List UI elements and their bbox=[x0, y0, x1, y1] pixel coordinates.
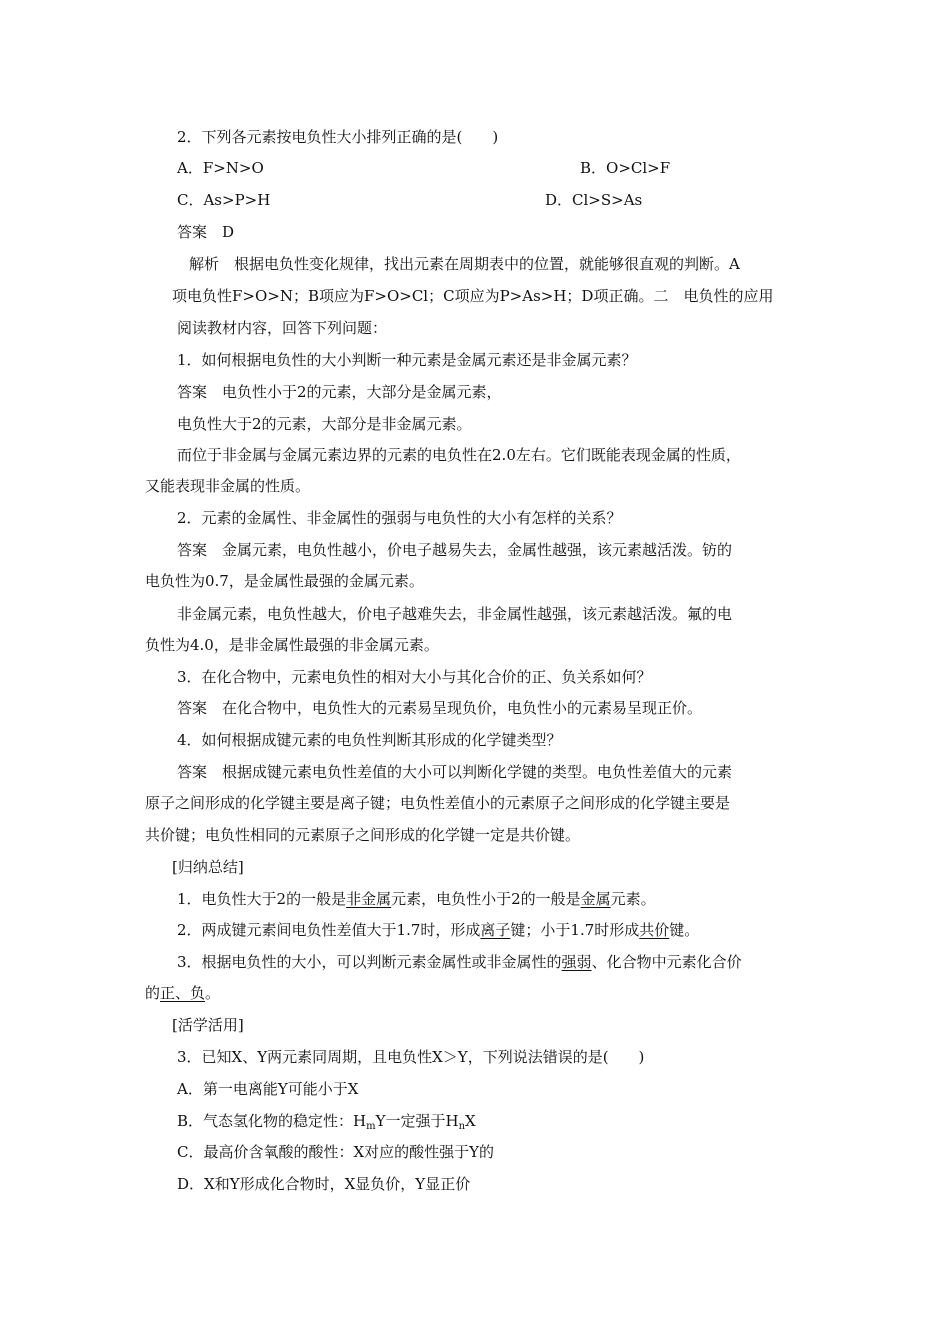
item-2-answer-line-3: 非金属元素，电负性越大，价电子越难失去，非金属性越强，该元素越活泼。氟的电 bbox=[177, 605, 733, 623]
summary-3-text-b: 、化合物中元素化合价 bbox=[591, 953, 742, 971]
summary-2-text-a: 2．两成键元素间电负性差值大于1.7时，形成 bbox=[177, 921, 481, 939]
summary-1-text-a: 1．电负性大于2的一般是 bbox=[177, 890, 347, 908]
item-1-answer-line-1: 答案 电负性小于2的元素，大部分是金属元素， bbox=[177, 383, 502, 401]
item-2-answer-line-2: 电负性为0.7，是金属性最强的金属元素。 bbox=[145, 572, 424, 590]
question-2-option-d: D．Cl>S>As bbox=[545, 191, 643, 209]
summary-2-text-b: 键；小于1.7时形成 bbox=[510, 921, 640, 939]
practice-option-b-mid: Y一定强于H bbox=[375, 1112, 459, 1130]
item-4-question: 4．如何根据成键元素的电负性判断其形成的化学键类型？ bbox=[177, 731, 562, 749]
summary-3-blank-strength: 强弱 bbox=[561, 953, 592, 971]
question-2-option-c: C．As>P>H bbox=[177, 191, 271, 209]
practice-heading: [活学活用] bbox=[172, 1016, 244, 1034]
summary-2-blank-ionic: 离子 bbox=[480, 921, 511, 939]
item-4-answer-line-1: 答案 根据成键元素电负性差值的大小可以判断化学键的类型。电负性差值大的元素 bbox=[177, 763, 733, 781]
summary-heading: [归纳总结] bbox=[172, 858, 244, 876]
summary-line-1 bbox=[177, 888, 656, 910]
summary-1-blank-nonmetal: 非金属 bbox=[346, 890, 392, 908]
summary-3-text-a: 3．根据电负性的大小，可以判断元素金属性或非金属性的 bbox=[177, 953, 562, 971]
summary-line-2 bbox=[177, 919, 699, 941]
item-2-question: 2．元素的金属性、非金属性的强弱与电负性的大小有怎样的关系？ bbox=[177, 509, 622, 527]
question-2-analysis-line-1: 解析 根据电负性变化规律，找出元素在周期表中的位置，就能够很直观的判断。A bbox=[189, 255, 740, 273]
summary-3-text-d: 。 bbox=[205, 984, 221, 1002]
practice-option-d: D．X和Y形成化合物时，X显负价，Y显正价 bbox=[177, 1175, 471, 1193]
summary-1-text-b: 元素，电负性小于2的一般是 bbox=[391, 890, 581, 908]
section-intro: 阅读教材内容，回答下列问题： bbox=[177, 319, 388, 337]
item-2-answer-line-1: 答案 金属元素，电负性越小，价电子越易失去，金属性越强，该元素越活泼。钫的 bbox=[177, 541, 733, 559]
practice-question-stem: 3．已知X、Y两元素同周期，且电负性X＞Y，下列说法错误的是( ) bbox=[177, 1048, 645, 1066]
practice-option-b-sub-m: m bbox=[366, 1121, 376, 1132]
practice-option-b-pre: B．气态氢化物的稳定性：H bbox=[177, 1112, 367, 1130]
summary-3-blank-sign: 正、负 bbox=[160, 984, 206, 1002]
practice-option-c: C．最高价含氧酸的酸性：X对应的酸性强于Y的 bbox=[177, 1143, 495, 1161]
item-4-answer-line-3: 共价键；电负性相同的元素原子之间形成的化学键一定是共价键。 bbox=[145, 826, 581, 844]
summary-1-text-c: 元素。 bbox=[610, 890, 656, 908]
item-3-question: 3．在化合物中，元素电负性的相对大小与其化合价的正、负关系如何？ bbox=[177, 668, 652, 686]
question-2-option-b: B．O>Cl>F bbox=[580, 159, 671, 177]
question-2-stem: 2．下列各元素按电负性大小排列正确的是( ) bbox=[177, 128, 499, 146]
item-1-answer-line-3: 而位于非金属与金属元素边界的元素的电负性在2.0左右。它们既能表现金属的性质， bbox=[177, 446, 741, 464]
item-1-answer-line-4: 又能表现非金属的性质。 bbox=[145, 477, 311, 495]
item-2-answer-line-4: 负性为4.0，是非金属性最强的非金属元素。 bbox=[145, 636, 439, 654]
practice-option-b-sub-n: n bbox=[458, 1121, 466, 1132]
question-2-answer: 答案 D bbox=[177, 223, 235, 241]
summary-2-blank-covalent: 共价 bbox=[639, 921, 670, 939]
item-4-answer-line-2: 原子之间形成的化学键主要是离子键；电负性差值小的元素原子之间形成的化学键主要是 bbox=[145, 794, 731, 812]
summary-2-text-c: 键。 bbox=[669, 921, 700, 939]
question-2-analysis-line-2: 项电负性F>O>N；B项应为F>O>Cl；C项应为P>As>H；D项正确。二 电负性的应用 bbox=[172, 287, 774, 305]
practice-option-b-post: X bbox=[465, 1112, 476, 1130]
summary-1-blank-metal: 金属 bbox=[580, 890, 611, 908]
summary-line-3-cont bbox=[145, 982, 220, 1004]
practice-option-b bbox=[177, 1110, 476, 1138]
question-2-option-a: A．F>N>O bbox=[177, 159, 264, 177]
summary-3-text-c: 的 bbox=[145, 984, 161, 1002]
item-1-question: 1．如何根据电负性的大小判断一种元素是金属元素还是非金属元素？ bbox=[177, 351, 637, 369]
practice-option-a: A．第一电离能Y可能小于X bbox=[177, 1080, 359, 1098]
item-1-answer-line-2: 电负性大于2的元素，大部分是非金属元素。 bbox=[177, 415, 472, 433]
item-3-answer: 答案 在化合物中，电负性大的元素易呈现负价，电负性小的元素易呈现正价。 bbox=[177, 699, 703, 717]
summary-line-3 bbox=[177, 951, 742, 973]
